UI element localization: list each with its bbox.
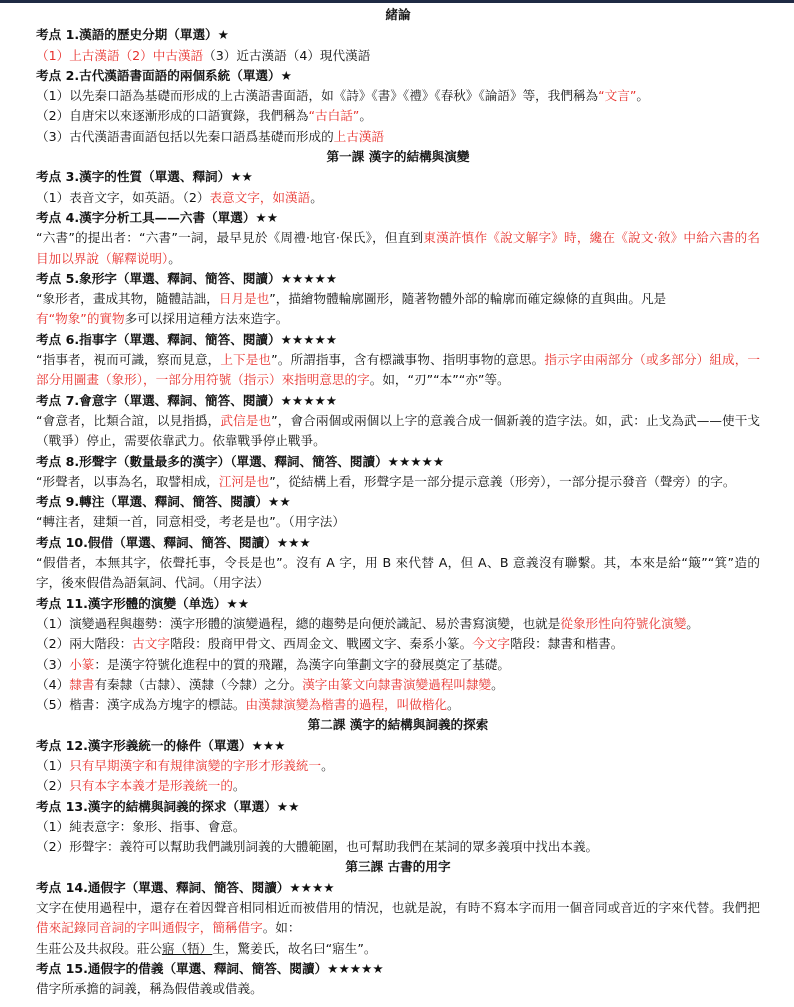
highlight-text: 只有早期漢字和有規律演變的字形才形義統一 xyxy=(69,757,322,773)
document-page xyxy=(36,5,760,1000)
body-text: （3） xyxy=(36,656,70,672)
kaodian-1-heading: 考点 1.漢語的歷史分期（單選）★ xyxy=(36,27,229,43)
body-text: 。如： xyxy=(262,920,301,936)
kaodian-3-heading: 考点 3.漢字的性質（單選、釋詞）★★ xyxy=(36,169,253,185)
body-text: 。 xyxy=(310,189,323,205)
body-text: 。 xyxy=(636,88,649,104)
kaodian-5-heading: 考点 5.象形字（單選、釋詞、簡答、閱讀）★★★★★ xyxy=(36,270,338,286)
kaodian-4-paragraph xyxy=(36,228,760,269)
body-text: ”。所謂指事，含有標識事物、指明事物的意思。 xyxy=(271,352,545,368)
body-text: 。 xyxy=(447,697,460,713)
body-text: （3）古代漢語書面語包括以先秦口語爲基礎而形成的 xyxy=(36,128,334,144)
highlight-text: 表意文字，如漢語 xyxy=(209,189,311,205)
body-text: ”，從結構上看，形聲字是一部分提示意義（形旁），一部分提示發音（聲旁）的字。 xyxy=(269,473,736,489)
kaodian-11-line-3 xyxy=(36,655,760,675)
kaodian-15-line-1: 借字所承擔的詞義，稱為假借義或借義。 xyxy=(36,981,263,997)
body-text: ”，會合兩個或兩個以上字的意義合成一個新義的造字法。如，武：止戈為武——使干戈（戰爭）停止，需要依靠武力。依靠戰爭停止戰爭。 xyxy=(36,412,761,449)
body-text: （5）楷書：漢字成為方塊字的標誌。 xyxy=(36,697,246,713)
body-text: （1）表音文字，如英語。（2） xyxy=(36,189,210,205)
kaodian-11-line-4 xyxy=(36,675,760,695)
kaodian-9-heading: 考点 9.轉注（單選、釋詞、簡答、閱讀）★★ xyxy=(36,494,291,510)
highlight-text: 小篆 xyxy=(69,656,95,672)
highlight-text: 武信是也 xyxy=(220,412,272,428)
kaodian-13-line-1: （1）純表意字：象形、指事、會意。 xyxy=(36,818,246,834)
body-text: （2） xyxy=(36,778,70,794)
highlight-text: “古白話” xyxy=(308,108,360,124)
kaodian-7-heading: 考点 7.會意字（單選、釋詞、簡答、閱讀）★★★★★ xyxy=(36,392,338,408)
body-text: “六書”的提出者：“六書”一詞，最早見於《周禮·地官·保氏》，但直到 xyxy=(36,230,424,246)
kaodian-12-line-1 xyxy=(36,756,760,776)
highlight-text: 只有本字本義才是形義統一的 xyxy=(69,778,233,794)
body-text: 。 xyxy=(168,250,181,266)
kaodian-8-paragraph xyxy=(36,472,760,492)
section-title-lesson-3: 第三課 古書的用字 xyxy=(345,859,451,875)
highlight-text: 有“物象”的實物 xyxy=(36,311,125,327)
kaodian-2-line-2 xyxy=(36,106,760,126)
kaodian-13-line-2: （2）形聲字：義符可以幫助我們識別詞義的大體範圍，也可幫助我們在某詞的眾多義項中找出本義。 xyxy=(36,839,599,855)
body-text: （3）近古漢語（4）現代漢語 xyxy=(203,47,371,63)
kaodian-3-line-1 xyxy=(36,188,760,208)
kaodian-1-line-1 xyxy=(36,46,760,66)
top-border xyxy=(0,0,794,3)
body-text: 。 xyxy=(321,757,334,773)
kaodian-2-line-3 xyxy=(36,127,760,147)
underlined-text: 寤（牾） xyxy=(161,940,213,956)
highlight-text: 江河是也 xyxy=(218,473,270,489)
kaodian-11-heading: 考点 11.漢字形體的演變（单选）★★ xyxy=(36,595,249,611)
kaodian-9-line-1: “轉注者，建類一首，同意相受，考老是也”。（用字法） xyxy=(36,514,345,530)
kaodian-11-line-2 xyxy=(36,634,760,654)
kaodian-13-heading: 考点 13.漢字的結構與詞義的探求（單選）★★ xyxy=(36,798,300,814)
kaodian-2-line-1 xyxy=(36,86,760,106)
section-title-intro: 緒論 xyxy=(385,7,411,22)
kaodian-5-line-1 xyxy=(36,289,760,309)
kaodian-10-paragraph: “假借者，本無其字，依聲托事，令長是也”。沒有 A 字，用 B 來代替 A，但 A、B 意義沒有聯繫。其，本來是給“簸”“箕”造的字，後來假借為語氣詞、代詞。（用字法） xyxy=(36,555,760,591)
body-text: （1） xyxy=(36,757,70,773)
body-text: “指事者，視而可識，察而見意， xyxy=(36,352,221,368)
kaodian-7-paragraph xyxy=(36,411,760,452)
body-text: 有秦隸（古隸）、漢隸（今隸）之分。 xyxy=(94,676,303,692)
body-text: 文字在使用過程中，還存在着因聲音相同相近而被借用的情況，也就是說，有時不寫本字而用一個音同或音近的字來代替。我們把 xyxy=(36,900,760,916)
highlight-text: 上古漢語 xyxy=(333,128,385,144)
kaodian-8-heading: 考点 8.形聲字（數量最多的漢字）（單選、釋詞、簡答、閱讀）★★★★★ xyxy=(36,453,445,469)
kaodian-6-heading: 考点 6.指事字（單選、釋詞、簡答、閱讀）★★★★★ xyxy=(36,331,338,347)
body-text: 。 xyxy=(232,778,246,794)
body-text: 多可以採用這種方法來造字。 xyxy=(124,311,289,327)
body-text: 。 xyxy=(359,108,372,124)
kaodian-5-line-2 xyxy=(36,309,760,329)
highlight-text: 今文字 xyxy=(472,636,510,652)
body-text: （2）兩大階段： xyxy=(36,636,133,652)
kaodian-15-heading: 考点 15.通假字的借義（單選、釋詞、簡答、閱讀）★★★★★ xyxy=(36,960,384,976)
highlight-text: （1）上古漢語（2）中古漢語 xyxy=(36,47,204,63)
kaodian-14-heading: 考点 14.通假字（單選、釋詞、簡答、閱讀）★★★★ xyxy=(36,879,335,895)
body-text: 生，驚姜氏，故名曰“寤生”。 xyxy=(212,940,377,956)
body-text: 階段：殷商甲骨文、西周金文、戰國文字、秦系小篆。 xyxy=(169,636,473,652)
highlight-text: 古文字 xyxy=(132,636,170,652)
kaodian-14-paragraph xyxy=(36,898,760,939)
highlight-text: 東漢許慎作《說文解字》時，纔在《說文·敘》中給六書的名目加以界說（解釋说明） xyxy=(36,230,760,266)
body-text: （1）演變過程與趨勢：漢字形體的演變過程，總的趨勢是向便於識記、易於書寫演變，也就是 xyxy=(36,615,561,631)
body-text: ”，描繪物體輪廓圖形，隨著物體外部的輪廓而確定線條的直與曲。凡是 xyxy=(269,291,667,307)
body-text: 。如，“刃”“本”“亦”等。 xyxy=(369,372,510,388)
highlight-text: 日月是也 xyxy=(218,291,270,307)
highlight-text: “文言” xyxy=(598,88,637,104)
kaodian-2-heading: 考点 2.古代漢語書面語的兩個系統（單選）★ xyxy=(36,67,292,83)
kaodian-14-line-2 xyxy=(36,939,760,959)
section-title-lesson-2: 第二課 漢字的結構與詞義的探索 xyxy=(307,717,489,733)
body-text: 。 xyxy=(686,615,699,631)
body-text: ：是漢字符號化進程中的質的飛躍，為漢字向筆劃文字的發展奠定了基礎。 xyxy=(94,656,510,672)
kaodian-12-line-2 xyxy=(36,776,760,796)
highlight-text: 指示字由兩部分（或多部分）組成，一部分用圖畫（象形），一部分用符號（指示）來指明意思的字 xyxy=(36,352,761,388)
section-title-lesson-1: 第一課 漢字的結構與演變 xyxy=(326,149,470,165)
highlight-text: 借來記錄同音詞的字叫通假字，簡稱借字 xyxy=(36,920,263,936)
body-text: 生莊公及共叔段。莊公 xyxy=(36,940,162,956)
kaodian-12-heading: 考点 12.漢字形義統一的條件（單選）★★★ xyxy=(36,737,286,753)
body-text: （2）自唐宋以來逐漸形成的口語實錄，我們稱為 xyxy=(36,108,309,124)
kaodian-11-line-1 xyxy=(36,614,760,634)
highlight-text: 漢字由篆文向隸書演變過程叫隸變 xyxy=(302,676,492,692)
body-text: 。 xyxy=(491,676,504,692)
highlight-text: 由漢隸演變為楷書的過程，叫做楷化 xyxy=(245,697,448,713)
body-text: （4） xyxy=(36,676,70,692)
highlight-text: 從象形性向符號化演變 xyxy=(560,615,687,631)
kaodian-11-line-5 xyxy=(36,695,760,715)
body-text: （1）以先秦口語為基礎而形成的上古漢語書面語，如《詩》《書》《禮》《春秋》《論語》等，我們稱為 xyxy=(36,88,599,104)
body-text: 階段：隸書和楷書。 xyxy=(509,636,624,652)
kaodian-6-paragraph xyxy=(36,350,760,391)
kaodian-10-heading: 考点 10.假借（單選、釋詞、簡答、閱讀）★★★ xyxy=(36,534,311,550)
body-text: “形聲者，以事為名，取譬相成， xyxy=(36,473,219,489)
highlight-text: 隸書 xyxy=(69,676,95,692)
body-text: “象形者，畫成其物，隨體詰詘， xyxy=(36,291,219,307)
body-text: “會意者，比類合誼，以見指撝， xyxy=(36,412,221,428)
kaodian-4-heading: 考点 4.漢字分析工具——六書（單選）★★ xyxy=(36,209,279,225)
highlight-text: 上下是也 xyxy=(220,352,272,368)
